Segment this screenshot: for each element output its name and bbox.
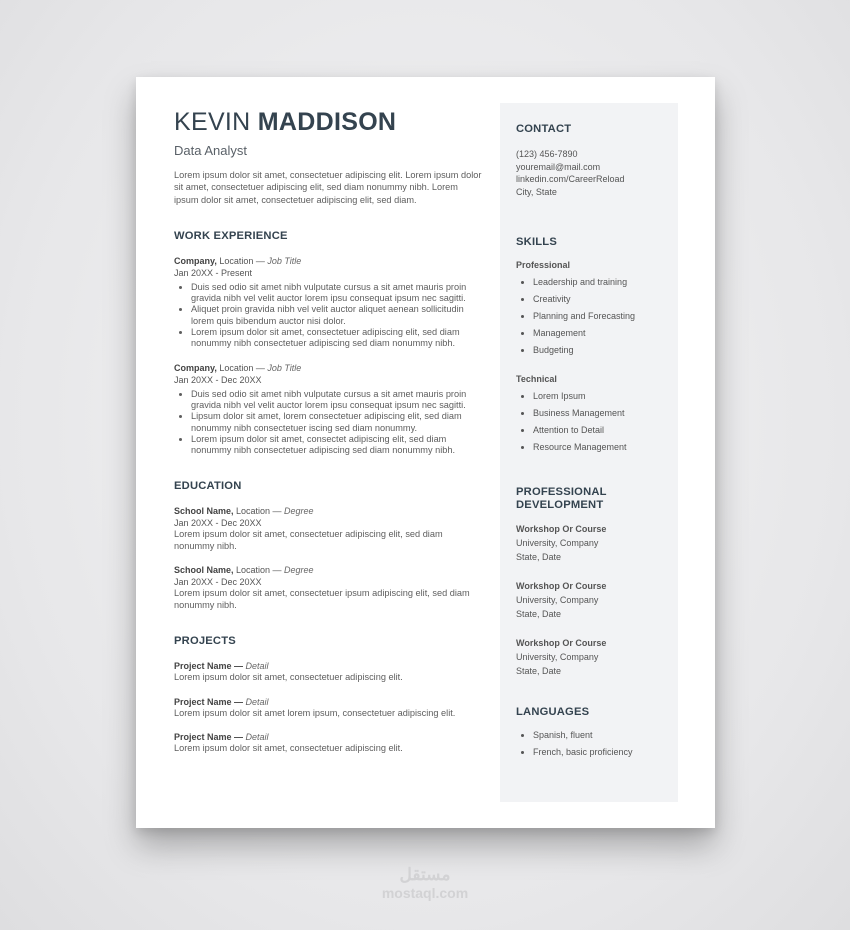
work-entry <box>174 362 484 457</box>
bullet: • Aliquet proin gravida nibh vel velit auctor aliquet aenean sollicitudin lorem quis bibendum auctor nisi dolor. <box>191 304 484 327</box>
development-entry: Workshop Or Course University, Company State, Date <box>516 581 607 619</box>
development-entry: Workshop Or Course University, Company State, Date <box>516 524 607 562</box>
project-entry-header: Project Name — Detail <box>174 696 269 707</box>
professional-skills <box>516 274 666 359</box>
skill-item: • Budgeting <box>533 342 666 359</box>
first-name: KEVIN <box>174 108 251 136</box>
last-name: MADDISON <box>257 108 397 136</box>
job-role: Data Analyst <box>174 143 247 158</box>
education-entry-header: School Name, Location — Degree <box>174 506 314 517</box>
sidebar <box>500 103 678 802</box>
education-entry-dates: Jan 20XX - Dec 20XX <box>174 518 262 529</box>
watermark-arabic: مستقل <box>399 865 451 884</box>
linkedin: linkedin.com/CareerReload <box>516 174 625 184</box>
work-entry <box>174 255 484 350</box>
work-bullets <box>174 389 484 457</box>
main-column <box>174 107 484 755</box>
skill-item: • Business Management <box>533 405 666 422</box>
contact-block <box>516 148 666 198</box>
skill-item: • Lorem Ipsum <box>533 388 666 405</box>
project-entry-text: Lorem ipsum dolor sit amet lorem ipsum, consectetuer adipiscing elit. <box>174 707 456 718</box>
skill-item: • Management <box>533 325 666 342</box>
skills-professional-label: Professional <box>516 260 571 270</box>
skill-item: • Leadership and training <box>533 274 666 291</box>
skill-item: • Attention to Detail <box>533 422 666 439</box>
work-entry-header: Company, Location — Job Title <box>174 362 302 373</box>
skill-item: • Creativity <box>533 291 666 308</box>
project-entry-header: Project Name — Detail <box>174 732 269 743</box>
project-entry-text: Lorem ipsum dolor sit amet, consectetuer adipiscing elit. <box>174 672 403 683</box>
watermark-latin: mostaql.com <box>381 885 469 901</box>
candidate-name <box>174 107 484 137</box>
phone: (123) 456-7890 <box>516 149 578 159</box>
bullet: • Lipsum dolor sit amet, lorem consectetuer adipiscing elit, sed diam nonummy nibh consectetuer iscing sed diam nonummy. <box>191 411 484 434</box>
education-entry <box>174 505 484 552</box>
technical-skills <box>516 388 666 456</box>
bullet: • Duis sed odio sit amet nibh vulputate cursus a sit amet mauris proin gravida nibh vel velit auctor lorem ipsu consequat ipsum nec sagitti. <box>191 389 484 412</box>
language-item: • French, basic proficiency <box>533 744 666 761</box>
watermark <box>0 866 850 902</box>
education-entry-text: Lorem ipsum dolor sit amet, consectetuer adipiscing elit, sed diam nonummy nibh. <box>174 529 443 551</box>
skill-item: • Planning and Forecasting <box>533 308 666 325</box>
work-heading: WORK EXPERIENCE <box>174 229 288 242</box>
contact-heading: CONTACT <box>516 123 572 135</box>
work-bullets <box>174 282 484 350</box>
project-entry-header: Project Name — Detail <box>174 661 269 672</box>
education-entry-dates: Jan 20XX - Dec 20XX <box>174 577 262 588</box>
education-heading: EDUCATION <box>174 480 242 493</box>
skills-technical-label: Technical <box>516 374 557 384</box>
education-entry-text: Lorem ipsum dolor sit amet, consectetuer ipsum adipiscing elit, sed diam nonummy nibh. <box>174 588 470 610</box>
summary: Lorem ipsum dolor sit amet, consectetuer adipiscing elit. Lorem ipsum dolor sit amet, consectetuer adipiscing elit, sed diam nonummy nibh. Lorem ipsum dolor sit amet, consectetuer adipiscing elit, sed diam. <box>174 170 482 205</box>
project-entry-text: Lorem ipsum dolor sit amet, consectetuer adipiscing elit. <box>174 743 403 754</box>
education-entry-header: School Name, Location — Degree <box>174 565 314 576</box>
work-entry-dates: Jan 20XX - Present <box>174 267 253 278</box>
development-entry: Workshop Or Course University, Company State, Date <box>516 638 607 676</box>
projects-heading: PROJECTS <box>174 635 236 648</box>
work-list <box>174 255 484 457</box>
bullet: • Lorem ipsum dolor sit amet, consectet adipiscing elit, sed diam nonummy nibh consectetuer adipiscing sed diam nonummy nibh. <box>191 434 484 457</box>
email: youremail@mail.com <box>516 161 601 172</box>
work-entry-dates: Jan 20XX - Dec 20XX <box>174 374 262 385</box>
education-entry <box>174 564 484 611</box>
development-heading: PROFESSIONAL DEVELOPMENT <box>516 486 607 511</box>
work-entry-header: Company, Location — Job Title <box>174 255 302 266</box>
skill-item: • Resource Management <box>533 439 666 456</box>
project-entry <box>174 696 484 720</box>
project-entry <box>174 660 484 684</box>
bullet: • Duis sed odio sit amet nibh vulputate cursus a sit amet mauris proin gravida nibh vel velit auctor lorem ipsu consequat ipsum nec sagitti. <box>191 282 484 305</box>
skills-heading: SKILLS <box>516 236 557 248</box>
project-entry <box>174 731 484 755</box>
bullet: • Lorem ipsum dolor sit amet, consectetuer adipiscing elit, sed diam nonummy nibh consectetuer adipiscing sed diam nonummy nibh. <box>191 327 484 350</box>
languages-heading: LANGUAGES <box>516 706 590 718</box>
language-item: • Spanish, fluent <box>533 727 666 744</box>
resume-page <box>136 77 715 828</box>
sidebar-content <box>516 123 666 761</box>
city: City, State <box>516 186 557 197</box>
languages-list <box>516 727 666 761</box>
